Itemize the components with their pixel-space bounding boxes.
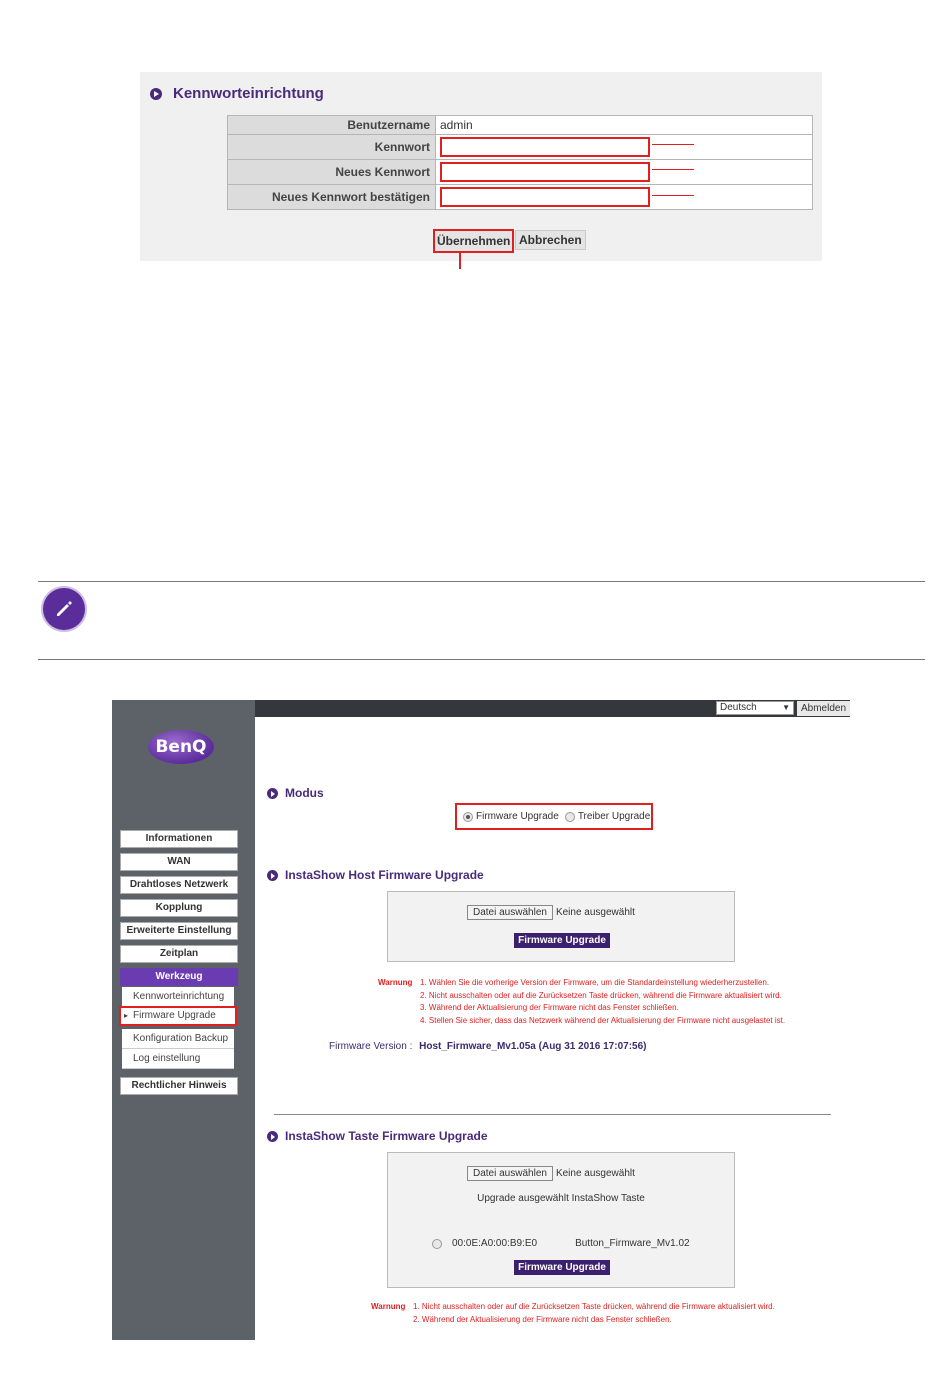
language-select[interactable] (716, 701, 794, 715)
button-file-button[interactable]: Datei auswählen (467, 1166, 553, 1181)
section-bullet-icon (267, 788, 278, 799)
table-row (228, 116, 813, 135)
firmware-upgrade-screenshot (112, 700, 850, 1340)
button-select-text: Upgrade ausgewählt InstaShow Taste (477, 1193, 645, 1204)
host-file-status: Keine ausgewählt (555, 907, 635, 918)
host-file-button[interactable]: Datei auswählen (467, 905, 553, 920)
firmware-version-label: Firmware Version : (329, 1041, 413, 1052)
note-divider-bottom (38, 659, 925, 660)
new-password-input[interactable] (440, 162, 650, 182)
button-upgrade-heading (267, 1129, 488, 1143)
cancel-button[interactable]: Abbrechen (515, 230, 586, 250)
section-bullet-icon (150, 88, 162, 100)
device-radio[interactable] (432, 1239, 442, 1249)
new-password-cell (436, 160, 813, 185)
note-divider-top (38, 581, 925, 582)
driver-radio[interactable] (565, 812, 575, 822)
driver-radio-label: Treiber Upgrade (577, 811, 651, 822)
firmware-version-value: Host_Firmware_Mv1.05a (Aug 31 2016 17:07:56) (419, 1041, 647, 1052)
confirm-password-label: Neues Kennwort bestätigen (228, 185, 436, 210)
table-row (228, 135, 813, 160)
button-warning-label: Warnung (371, 1302, 406, 1311)
firmware-radio[interactable] (463, 812, 473, 822)
firmware-version (329, 1041, 646, 1052)
host-file-row (467, 905, 635, 920)
section-bullet-icon (267, 1131, 278, 1142)
password-setup-screenshot (140, 72, 822, 261)
subnav-firmware-upgrade[interactable]: ▸ Firmware Upgrade (119, 1006, 237, 1026)
callout-line (652, 195, 694, 196)
benq-logo: BenQ (148, 730, 214, 764)
language-value: Deutsch (720, 702, 757, 713)
button-upgrade-title: InstaShow Taste Firmware Upgrade (285, 1129, 488, 1143)
callout-line (459, 253, 461, 269)
username-label: Benutzername (228, 116, 436, 135)
mode-selector (455, 803, 653, 830)
section-divider (274, 1114, 831, 1115)
subnav-config-backup[interactable]: Konfiguration Backup (122, 1029, 234, 1049)
pencil-note-icon (43, 588, 85, 630)
host-warning-item: 3. Während der Aktualisierung der Firmware nicht das Fenster schließen. (420, 1003, 679, 1013)
nav-legal[interactable]: Rechtlicher Hinweis (120, 1077, 238, 1095)
username-value: admin (436, 116, 813, 135)
host-upload-panel (387, 891, 735, 962)
apply-button[interactable]: Übernehmen (433, 229, 514, 253)
modus-title: Modus (285, 786, 324, 800)
button-upload-panel (387, 1152, 735, 1288)
button-warning-item: 1. Nicht ausschalten oder auf die Zurücksetzen Taste drücken, während die Firmware aktualisiert wird. (413, 1302, 775, 1311)
sidebar (112, 700, 255, 1340)
button-file-row (467, 1166, 635, 1181)
section-bullet-icon (267, 870, 278, 881)
password-table (227, 115, 813, 210)
host-warning-list (420, 977, 785, 1028)
host-firmware-upgrade-button[interactable]: Firmware Upgrade (514, 933, 610, 948)
new-password-label: Neues Kennwort (228, 160, 436, 185)
subnav-password[interactable]: Kennworteinrichtung (122, 987, 234, 1007)
password-input[interactable] (440, 137, 650, 157)
callout-line (652, 169, 694, 170)
host-warning-item: 1. Wählen Sie die vorherige Version der Firmware, um die Standardeinstellung wiederherzustellen. (420, 978, 770, 987)
firmware-radio-label: Firmware Upgrade (476, 811, 559, 822)
host-warning-item: 4. Stellen Sie sicher, dass das Netzwerk während der Aktualisierung der Firmware nicht ausgelastet ist. (420, 1016, 786, 1026)
host-warning (378, 977, 412, 990)
nav-advanced[interactable]: Erweiterte Einstellung (120, 922, 238, 940)
nav-wireless[interactable]: Drahtloses Netzwerk (120, 876, 238, 894)
host-upgrade-title: InstaShow Host Firmware Upgrade (285, 868, 484, 882)
button-firmware-upgrade-button[interactable]: Firmware Upgrade (514, 1260, 610, 1275)
host-warning-label: Warnung (378, 978, 413, 987)
nav-tools[interactable]: Werkzeug (120, 968, 238, 986)
device-row (432, 1238, 690, 1249)
nav-schedule[interactable]: Zeitplan (120, 945, 238, 963)
table-row (228, 160, 813, 185)
modus-heading (267, 786, 324, 800)
button-warning-item: 2. Während der Aktualisierung der Firmware nicht das Fenster schließen. (413, 1314, 672, 1324)
device-firmware: Button_Firmware_Mv1.02 (575, 1238, 690, 1249)
confirm-password-input[interactable] (440, 187, 650, 207)
password-setup-heading (150, 85, 324, 102)
nav-wan[interactable]: WAN (120, 853, 238, 871)
chevron-down-icon: ▼ (782, 703, 790, 712)
password-label: Kennwort (228, 135, 436, 160)
host-warning-item: 2. Nicht ausschalten oder auf die Zurücksetzen Taste drücken, während die Firmware aktualisiert wird. (420, 990, 782, 1000)
logout-button[interactable]: Abmelden (797, 701, 850, 716)
host-upgrade-heading (267, 868, 484, 882)
nav-informationen[interactable]: Informationen (120, 830, 238, 848)
button-warning (371, 1301, 405, 1314)
device-mac: 00:0E:A0:00:B9:E0 (452, 1238, 538, 1249)
password-setup-title: Kennworteinrichtung (173, 85, 324, 102)
callout-line (652, 144, 694, 145)
subnav-log-settings[interactable]: Log einstellung (122, 1049, 234, 1069)
button-file-status: Keine ausgewählt (555, 1168, 635, 1179)
table-row (228, 185, 813, 210)
password-cell (436, 135, 813, 160)
button-warning-list (413, 1301, 775, 1326)
confirm-password-cell (436, 185, 813, 210)
nav-pairing[interactable]: Kopplung (120, 899, 238, 917)
